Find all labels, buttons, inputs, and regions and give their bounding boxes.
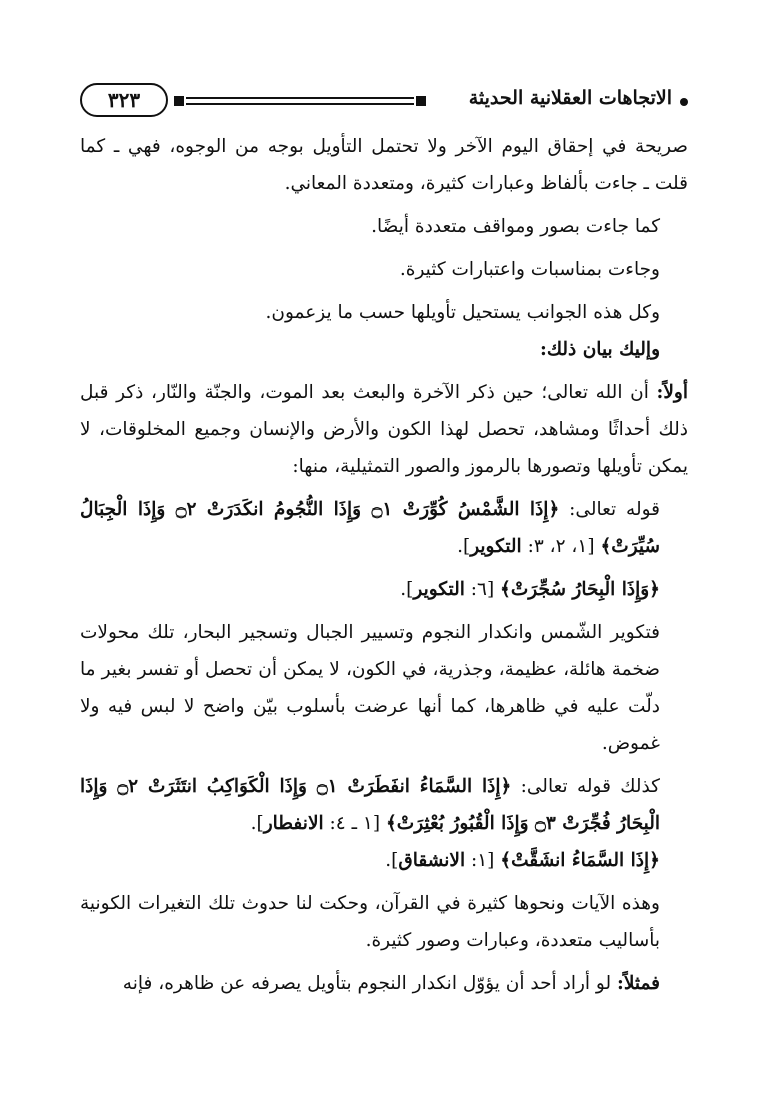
paragraph: أولاً: أن الله تعالى؛ حين ذكر الآخرة والبعث بعد الموت، والجنّة والنّار، ذكر قبل ذلك أحداثًا ومشاهد، تحصل لهذا الكون والأرض والإنسان وجميع المخلوقات، لا يمكن تأويلها وتصورها بالرموز والصور التمثيلية، منها: xyxy=(80,382,688,477)
verse-reference: [١: الانشقاق]. xyxy=(385,850,501,871)
header-rule xyxy=(174,95,426,107)
quran-verse: ﴿إِذَا السَّمَاءُ انفَطَرَتْ ۝١ وَإِذَا الْكَوَاكِبُ انتَثَرَتْ ۝٢ وَإِذَا الْبِحَارُ فُجِّرَتْ ۝٣ وَإِذَا الْقُبُورُ بُعْثِرَتْ﴾ xyxy=(80,776,660,834)
page-body xyxy=(80,128,688,1002)
section-lead: وإليك بيان ذلك: xyxy=(539,339,660,360)
verse-reference: [١، ٢، ٣: التكوير]. xyxy=(457,536,601,557)
running-title: الاتجاهات العقلانية الحديثة xyxy=(468,87,672,109)
paragraph: وجاءت بمناسبات واعتبارات كثيرة. xyxy=(399,259,660,280)
verse-paragraph xyxy=(80,842,688,879)
paragraph: صريحة في إحقاق اليوم الآخر ولا تحتمل التأويل بوجه من الوجوه، فهي ـ كما قلت ـ جاءت بألفاظ وعبارات كثيرة، ومتعددة المعاني. xyxy=(80,136,688,194)
paragraph: فتكوير الشّمس وانكدار النجوم وتسيير الجبال وتسجير البحار، تلك محولات ضخمة هائلة، عظيمة، وجذرية، في الكون، لا يمكن أن تحصل أو تفسر بغير ما دلّت عليه في ظاهرها، كما أنها عرضت بأسلوب بيّن واضح لا لبس فيه ولا غموض. xyxy=(80,622,660,754)
verse-reference: [٦: التكوير]. xyxy=(400,579,501,600)
bullet-icon xyxy=(680,98,688,106)
rule-end-square xyxy=(416,96,426,106)
paragraph: كما جاءت بصور ومواقف متعددة أيضًا. xyxy=(371,216,660,237)
rule-end-square xyxy=(174,96,184,106)
quran-verse: ﴿وَإِذَا الْبِحَارُ سُجِّرَتْ﴾ xyxy=(500,579,660,600)
verse-reference: [١ ـ ٤: الانفطار]. xyxy=(250,813,386,834)
paragraph: وكل هذه الجوانب يستحيل تأويلها حسب ما يزعمون. xyxy=(265,302,660,323)
page-header xyxy=(80,78,688,124)
paragraph: فمثلاً: لو أراد أحد أن يؤوّل انكدار النجوم بتأويل يصرفه عن ظاهره، فإنه xyxy=(122,973,660,994)
paragraph: وهذه الآيات ونحوها كثيرة في القرآن، وحكت لنا حدوث تلك التغيرات الكونية بأساليب متعددة، وعبارات وصور كثيرة. xyxy=(80,893,660,951)
verse-paragraph xyxy=(80,571,688,608)
verse-paragraph: كذلك قوله تعالى: ﴿إِذَا السَّمَاءُ انفَطَرَتْ ۝١ وَإِذَا الْكَوَاكِبُ انتَثَرَتْ ۝٢ وَإِذَا الْبِحَارُ فُجِّرَتْ ۝٣ وَإِذَا الْقُبُورُ بُعْثِرَتْ﴾ [١ ـ ٤: الانفطار]. xyxy=(80,776,660,834)
point-label: فمثلاً: xyxy=(617,973,660,994)
quran-verse: ﴿إِذَا الشَّمْسُ كُوِّرَتْ ۝١ وَإِذَا النُّجُومُ انكَدَرَتْ ۝٢ وَإِذَا الْجِبَالُ سُيِّرَتْ﴾ xyxy=(80,499,660,557)
quran-verse: ﴿إِذَا السَّمَاءُ انشَقَّتْ﴾ xyxy=(500,850,660,871)
page-number: ٣٢٣ xyxy=(80,83,168,117)
point-label: أولاً: xyxy=(656,382,688,403)
verse-paragraph: قوله تعالى: ﴿إِذَا الشَّمْسُ كُوِّرَتْ ۝١ وَإِذَا النُّجُومُ انكَدَرَتْ ۝٢ وَإِذَا الْجِبَالُ سُيِّرَتْ﴾ [١، ٢، ٣: التكوير]. xyxy=(80,499,661,557)
